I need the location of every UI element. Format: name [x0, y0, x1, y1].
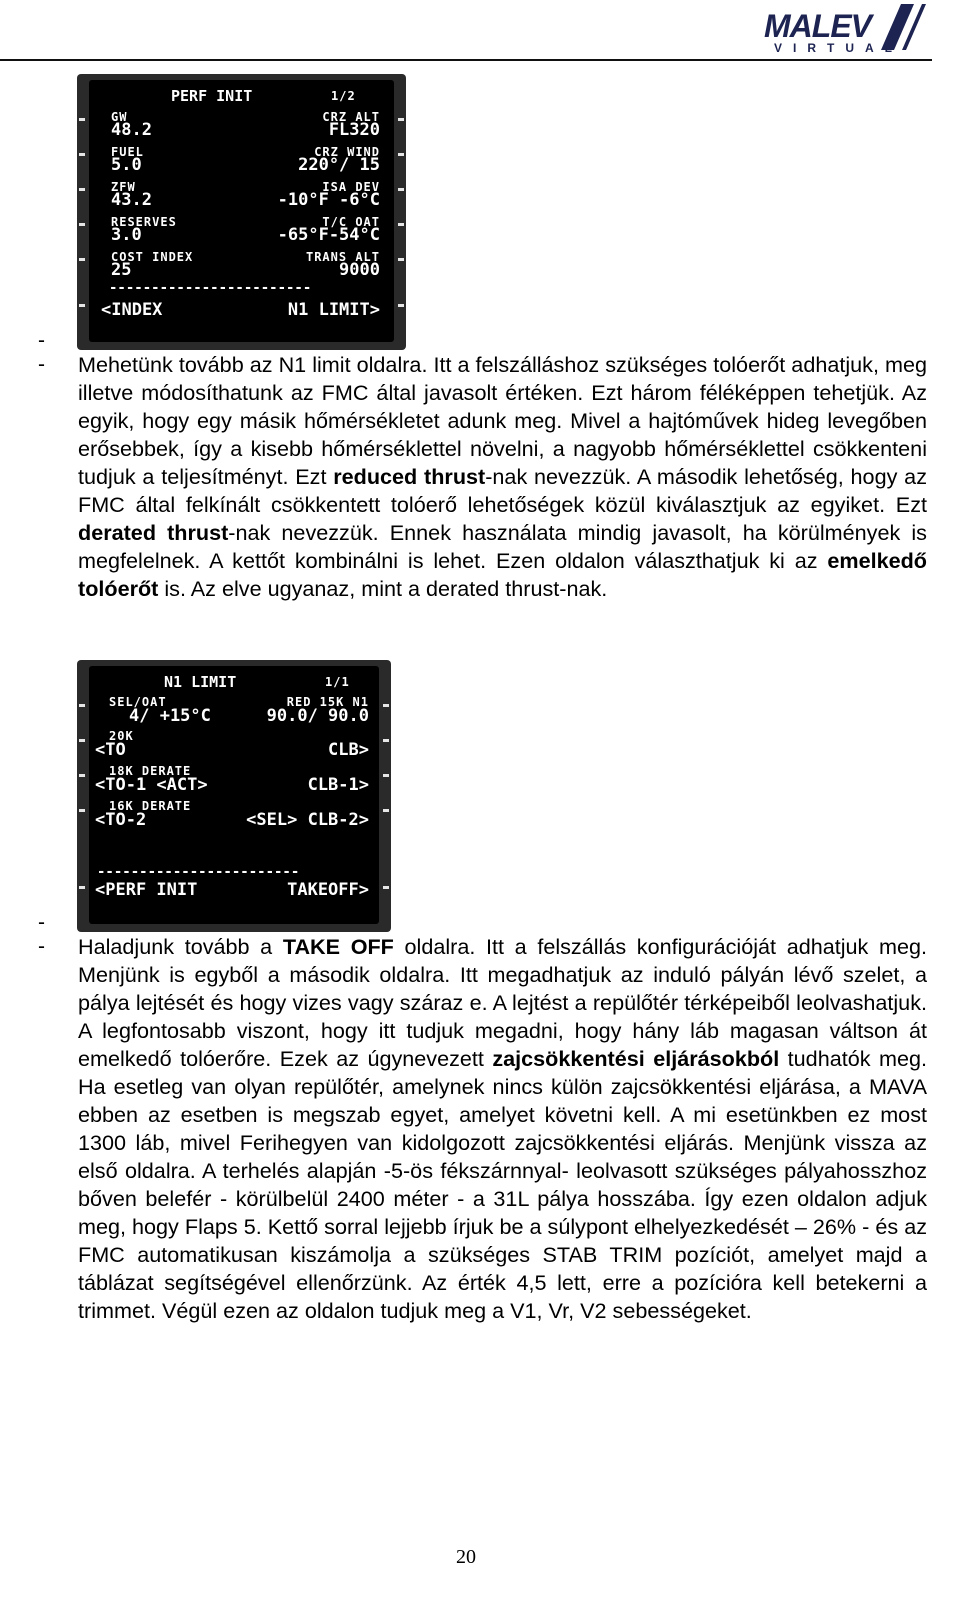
fmc-perf-init-screen: [77, 74, 406, 350]
fmc-label: GW: [111, 110, 128, 124]
list-dash: -: [38, 329, 45, 352]
fmc-value: 25: [111, 260, 132, 280]
fmc-value: 4/ +15°C: [129, 706, 211, 726]
lsk-index[interactable]: <INDEX: [101, 300, 163, 320]
lsk-clb[interactable]: CLB>: [328, 740, 369, 760]
fmc-value: 9000: [339, 260, 380, 280]
fmc-page-number: 1/1: [325, 675, 350, 689]
text-run: Haladjunk tovább a: [78, 934, 283, 959]
text-run: Mehetünk tovább az N1 limit oldalra. Itt a felszálláshoz szükséges tolóerőt adhatjuk, meg illetve módosíthatunk az FMC által javasolt értéken. Ezt három féléképpen tehetjük. Az egyik, hogy egy másik hőmérsékletet adunk meg. Mivel a hajtóművek hideg levegőben erősebbek, így a kisebb hőmérséklettel növelni, a nagyobb hőmérséklettel csökkenteni tudjuk a teljesítményt. Ezt: [78, 352, 927, 489]
fmc-value: -65°F-54°C: [277, 225, 380, 245]
fmc-label: 18K DERATE: [109, 764, 192, 778]
lsk-clb-1[interactable]: CLB-1>: [307, 775, 369, 795]
malev-virtual-logo: [756, 0, 936, 56]
fmc-value: FL320: [328, 120, 380, 140]
fmc-value: 3.0: [111, 225, 142, 245]
text-run: tudhatók meg. Ha esetleg van olyan repülőtér, amelynek nincs külön zajcsökkentési eljárása, a MAVA ebben az esetben is megszab egyet, amelyet követni kell. A mi esetünkben ez most 1300 láb, mivel Ferihegyen van kidolgozott zajcsökkentési eljárás. Menjünk vissza az első oldalra. A terhelés alapján -5-ös fékszárnnyal- leolvasott szükséges pályahosszhoz bőven belefér - körülbelül 2400 méter - a 31L pálya hosszába. Így ezen oldalon adjuk meg, hogy Flaps 5. Kettő sorral lejjebb írjuk be a súlypont elhelyezkedését – 26% - és az FMC automatikusan kiszámolja a szükséges STAB TRIM pozíciót, amelyet majd a táblázat segítségével ellenőrzünk. Az érték 4,5 lett, erre a pozícióra kell betekerni a trimmet. Végül ezen az oldalon tudjuk meg a V1, Vr, V2 sebességeket.: [78, 1046, 927, 1323]
fmc-page-title: PERF INIT: [171, 87, 253, 105]
fmc-value: -10°F -6°C: [277, 190, 380, 210]
fmc-separator: ------------------------: [109, 280, 312, 296]
logo-sub-text: VIRTUAL: [774, 41, 903, 55]
list-dash: -: [38, 935, 45, 958]
header-rule: [0, 59, 932, 61]
fmc-page-number: 1/2: [331, 89, 356, 103]
lsk-clb-2[interactable]: <SEL> CLB-2>: [246, 810, 369, 830]
lsk-to-1[interactable]: <TO-1 <ACT>: [95, 775, 208, 795]
fmc-value: 5.0: [111, 155, 142, 175]
bold-term: derated thrust: [78, 520, 229, 545]
bold-term: emelkedő tolóerőt: [78, 548, 927, 601]
fmc-label: SEL/OAT: [109, 695, 167, 709]
lsk-n1-limit[interactable]: N1 LIMIT>: [287, 300, 380, 320]
fmc-page-title: N1 LIMIT: [164, 673, 237, 691]
bold-term: TAKE OFF: [282, 934, 394, 959]
text-run: -nak nevezzük. Ennek használata mindig javasolt, ha körülmények is megfelelnek. A kettőt kombinálni is lehet. Ezen oldalon választhatjuk ki az: [78, 520, 927, 573]
fmc-value: 220°/ 15: [298, 155, 380, 175]
fmc-label: TRANS ALT: [305, 250, 380, 264]
fmc-label: ISA DEV: [322, 180, 380, 194]
fmc-separator: ------------------------: [97, 864, 300, 880]
lsk-to-2[interactable]: <TO-2: [95, 810, 147, 830]
logo-main-text: MALEV: [764, 8, 871, 44]
fmc-label: 16K DERATE: [109, 799, 192, 813]
fmc-label: ZFW: [111, 180, 136, 194]
fmc-value: 43.2: [111, 190, 152, 210]
fmc-label: T/C OAT: [322, 215, 380, 229]
fmc-label: FUEL: [111, 145, 144, 159]
list-dash: -: [38, 353, 45, 376]
fmc-label: CRZ ALT: [322, 110, 380, 124]
bold-term: zajcsökkentési eljárásokból: [492, 1046, 780, 1071]
text-run: oldalra. Itt a felszállás konfigurációját adhatjuk meg. Menjünk is egyből a második oldalra. Itt megadhatjuk az induló pályán lévő szelet, a pálya lejtését és hogy vizes vagy száraz e. A lejtést a repülőtér térképeiből leolvashatjuk. A legfontosabb viszont, hogy itt tudjuk megadni, hogy hány láb magasan váltson át emelkedő tolóerőre. Ezek az úgynevezett: [78, 934, 928, 1071]
lsk-perf-init[interactable]: <PERF INIT: [95, 880, 198, 900]
bold-term: reduced thrust: [333, 464, 486, 489]
fmc-value: 48.2: [111, 120, 152, 140]
page-number: 20: [456, 1546, 476, 1568]
lsk-takeoff[interactable]: TAKEOFF>: [287, 880, 369, 900]
fmc-label: RED 15K N1: [286, 695, 369, 709]
paragraph-takeoff: [78, 933, 927, 1325]
fmc-label: COST INDEX: [111, 250, 194, 264]
fmc-value: 90.0/ 90.0: [266, 706, 369, 726]
text-run: -nak nevezzük. A második lehetőség, hogy az FMC által felkínált csökkentett tolóerő lehetőségek közül kiválasztjuk az egyiket. Ezt: [78, 464, 927, 517]
fmc-n1-limit-screen: [77, 660, 391, 932]
list-dash: -: [38, 911, 45, 934]
paragraph-n1-limit: [78, 351, 927, 603]
lsk-to[interactable]: <TO: [95, 740, 126, 760]
text-run: is. Az elve ugyanaz, mint a derated thrust-nak.: [158, 576, 608, 601]
fmc-label: 20K: [109, 729, 134, 743]
fmc-label: CRZ WIND: [314, 145, 380, 159]
fmc-label: RESERVES: [111, 215, 177, 229]
